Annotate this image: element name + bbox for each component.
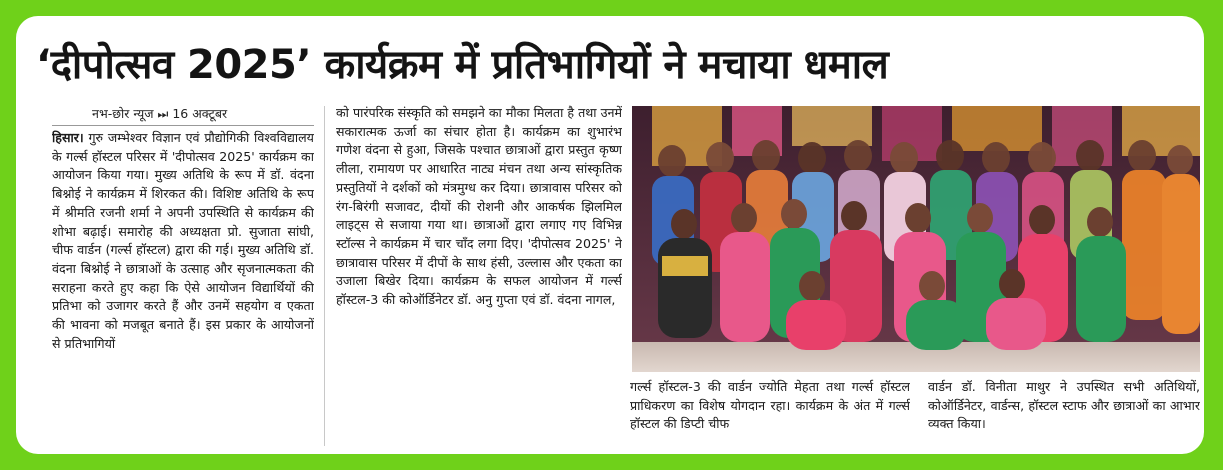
news-source: नभ-छोर न्यूज xyxy=(92,106,154,122)
group-photo-image xyxy=(632,106,1200,372)
headline: ‘दीपोत्सव 2025’ कार्यक्रम में प्रतिभागियों ने मचाया धमाल xyxy=(36,42,889,88)
dateline xyxy=(52,104,314,126)
column-divider xyxy=(324,106,325,446)
group-photo xyxy=(632,106,1200,372)
article-text-3: गर्ल्स हॉस्टल-3 की वार्डन ज्योति मेहता तथा गर्ल्स हॉस्टल प्राधिकरण का विशेष योगदान रहा। कार्यक्रम के अंत में गर्ल्स हॉस्टल की डिप्टी चीफ xyxy=(630,379,910,432)
article-text-1: गुरु जम्भेश्वर विज्ञान एवं प्रौद्योगिकी विश्वविद्यालय के गर्ल्स हॉस्टल परिसर में 'दीपोत्सव 2025' कार्यक्रम का आयोजन किया गया। मुख्य अतिथि के रूप में डॉ. वंदना बिश्नोई ने कार्यक्रम में शिरकत की। विशिष्ट अतिथि के रूप में श्रीमति रजनी शर्मा ने अपनी उपस्थिति से कार्यक्रम की शोभा बढ़ाई। समारोह की अध्यक्षता प्रो. सुजाता सांघी, चीफ वार्डन (गर्ल्स हॉस्टल) द्वारा की गई। मुख्य अतिथि डॉ. वंदना बिश्नोई ने छात्राओं के उत्साह और सृजनात्मकता की सराहना करते हुए कहा कि ऐसे आयोजन विद्यार्थियों की प्रतिभा को उजागर करते हैं और उनमें सहयोग व एकता की भावना को मजबूत बनाते हैं। इस प्रकार के आयोजनों से प्रतिभागियों xyxy=(52,130,314,351)
place-name: हिसार। xyxy=(52,130,84,145)
news-date: 16 अक्टूबर xyxy=(172,106,228,122)
article-text-2: को पारंपरिक संस्कृति को समझने का मौका मिलता है तथा उनमें सकारात्मक ऊर्जा का संचार होता है। कार्यक्रम का शुभारंभ गणेश वंदना से हुआ, जिसके पश्चात छात्राओं द्वारा प्रस्तुत कृष्ण लीला, रामायण पर आधारित नाट्य मंचन तथा अन्य सांस्कृतिक प्रस्तुतियों ने दर्शकों को मंत्रमुग्ध कर दिया। छात्रावास परिसर को रंग-बिरंगी सजावट, दीयों की रोशनी और आकर्षक झिलमिल लाइट्स से सजाया गया था। छात्राओं द्वारा लगाए गए विभिन्न स्टॉल्स ने कार्यक्रम में चार चाँद लगा दिए। 'दीपोत्सव 2025' ने छात्रावास परिसर में दीपों के साथ हंसी, उल्लास और एकता का उजाला बिखेर दिया। कार्यक्रम के सफल आयोजन में गर्ल्स हॉस्टल-3 की कोऑर्डिनेटर डॉ. अनु गुप्ता एवं डॉ. वंदना नागल, xyxy=(336,105,622,308)
article-column-2 xyxy=(336,104,622,446)
article-column-1 xyxy=(52,104,314,446)
article-text-4: वार्डन डॉ. विनीता माथुर ने उपस्थित सभी अतिथियों, कोऑर्डिनेटर, वार्डन्स, हॉस्टल स्टाफ और छात्राओं का आभार व्यक्त किया। xyxy=(928,379,1200,432)
double-arrow-icon: ⏭ xyxy=(157,107,169,122)
article-column-3 xyxy=(630,378,910,448)
article-column-4 xyxy=(928,378,1200,448)
newspaper-clipping xyxy=(16,16,1204,454)
